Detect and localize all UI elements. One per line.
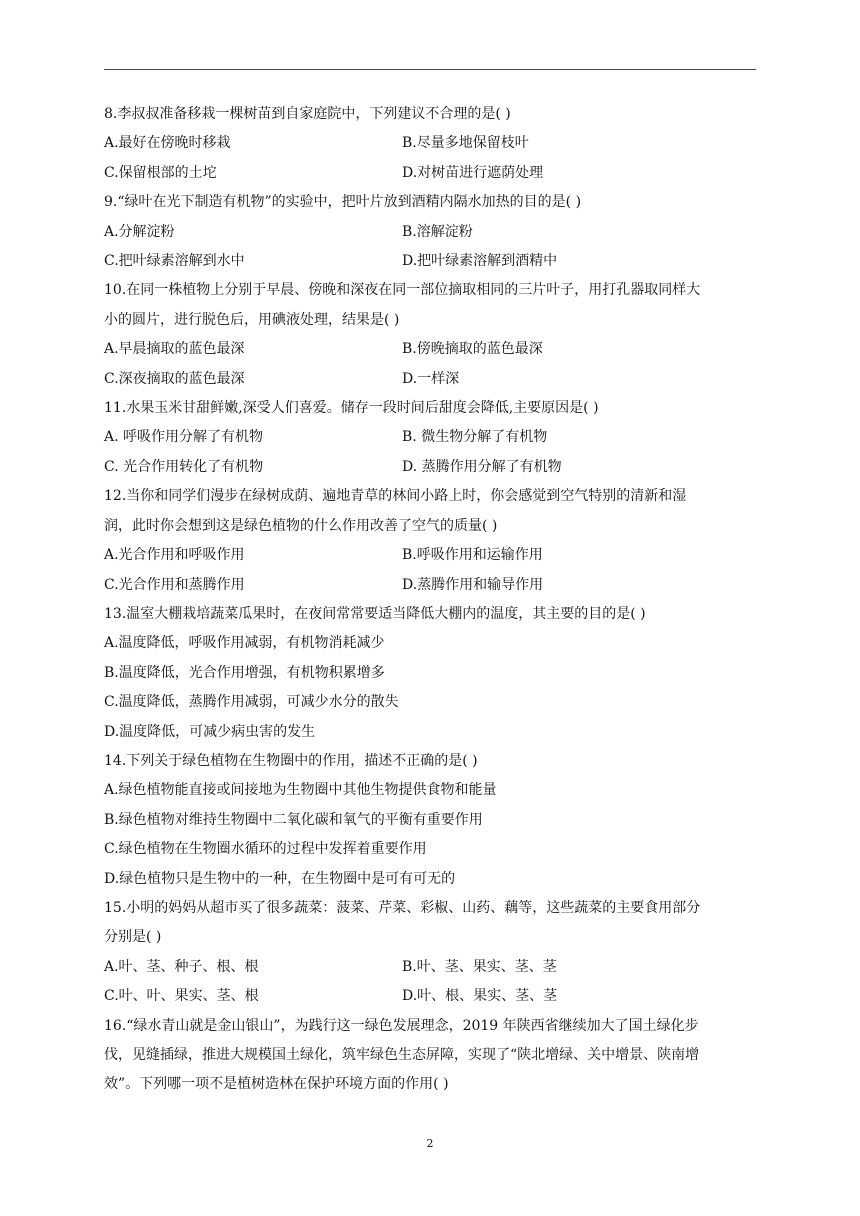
question-10-option-b: B.傍晚摘取的蓝色最深 bbox=[402, 341, 543, 358]
question-8-option-b: B.尽量多地保留枝叶 bbox=[402, 135, 529, 152]
question-8-option-d: D.对树苗进行遮荫处理 bbox=[402, 164, 544, 181]
question-11-options-row-2 bbox=[104, 453, 756, 482]
question-15-options-row-1 bbox=[104, 953, 756, 982]
question-12-options-row-2 bbox=[104, 571, 756, 600]
question-10-stem-line-2: 小的圆片，进行脱色后，用碘液处理，结果是( ) bbox=[104, 311, 400, 328]
question-15-option-a: A.叶、茎、种子、根、根 bbox=[104, 958, 259, 975]
question-8-option-c: C.保留根部的土坨 bbox=[104, 164, 217, 181]
question-8-option-a: A.最好在傍晚时移栽 bbox=[104, 135, 231, 152]
question-11-option-d: D. 蒸腾作用分解了有机物 bbox=[402, 458, 562, 475]
question-10-option-c: C.深夜摘取的蓝色最深 bbox=[104, 370, 245, 387]
question-11-stem: 11.水果玉米甘甜鲜嫩,深受人们喜爱。储存一段时间后甜度会降低,主要原因是( ) bbox=[104, 400, 599, 417]
question-9-options-row-1 bbox=[104, 218, 756, 247]
page-number: 2 bbox=[426, 1137, 434, 1150]
question-10-options-row-2 bbox=[104, 365, 756, 394]
question-14-option-c: C.绿色植物在生物圈水循环的过程中发挥着重要作用 bbox=[104, 841, 427, 858]
question-12-stem-line-2: 润，此时你会想到这是绿色植物的什么作用改善了空气的质量( ) bbox=[104, 517, 498, 534]
question-9-option-d: D.把叶绿素溶解到酒精中 bbox=[402, 253, 558, 270]
question-14-option-d: D.绿色植物只是生物中的一种，在生物圈中是可有可无的 bbox=[104, 870, 456, 887]
question-9-stem: 9.“绿叶在光下制造有机物”的实验中，把叶片放到酒精内隔水加热的目的是( ) bbox=[104, 194, 582, 211]
question-12-option-d: D.蒸腾作用和输导作用 bbox=[402, 576, 544, 593]
question-15-options-row-2 bbox=[104, 982, 756, 1011]
question-16-stem-line-1: 16.“绿水青山就是金山银山”，为践行这一绿色发展理念，2019 年陕西省继续加大了国土绿化步 bbox=[104, 1017, 699, 1034]
question-15-stem-line-1: 15.小明的妈妈从超市买了很多蔬菜：菠菜、芹菜、彩椒、山药、藕等，这些蔬菜的主要食用部分 bbox=[104, 899, 701, 916]
question-14-option-a: A.绿色植物能直接或间接地为生物圈中其他生物提供食物和能量 bbox=[104, 782, 497, 799]
question-9-options-row-2 bbox=[104, 247, 756, 276]
question-11-option-c: C. 光合作用转化了有机物 bbox=[104, 458, 264, 475]
question-8-options-row-1 bbox=[104, 129, 756, 158]
question-14-stem: 14.下列关于绿色植物在生物圈中的作用，描述不正确的是( ) bbox=[104, 752, 478, 769]
question-15-option-b: B.叶、茎、果实、茎、茎 bbox=[402, 958, 557, 975]
question-10-option-d: D.一样深 bbox=[402, 370, 460, 387]
question-10-option-a: A.早晨摘取的蓝色最深 bbox=[104, 341, 245, 358]
question-13-stem: 13.温室大棚栽培蔬菜瓜果时，在夜间常常要适当降低大棚内的温度，其主要的目的是( ) bbox=[104, 605, 646, 622]
question-8-options-row-2 bbox=[104, 159, 756, 188]
question-13-option-d: D.温度降低，可减少病虫害的发生 bbox=[104, 723, 316, 740]
question-9-option-b: B.溶解淀粉 bbox=[402, 223, 473, 240]
question-10-stem-line-1: 10.在同一株植物上分别于早晨、傍晚和深夜在同一部位摘取相同的三片叶子，用打孔器取同样大 bbox=[104, 282, 701, 299]
question-12-stem-line-1: 12.当你和同学们漫步在绿树成荫、遍地青草的林间小路上时，你会感觉到空气特别的清新和湿 bbox=[104, 488, 687, 505]
question-11-options-row-1 bbox=[104, 423, 756, 452]
question-9-option-a: A.分解淀粉 bbox=[104, 223, 175, 240]
question-15-option-c: C.叶、叶、果实、茎、根 bbox=[104, 988, 259, 1005]
question-list bbox=[104, 100, 756, 1100]
question-9-option-c: C.把叶绿素溶解到水中 bbox=[104, 253, 245, 270]
question-11-option-b: B. 微生物分解了有机物 bbox=[402, 429, 548, 446]
question-15-stem-line-2: 分别是( ) bbox=[104, 929, 162, 946]
question-12-options-row-1 bbox=[104, 541, 756, 570]
question-13-option-a: A.温度降低，呼吸作用减弱，有机物消耗减少 bbox=[104, 635, 385, 652]
question-13-option-b: B.温度降低，光合作用增强，有机物积累增多 bbox=[104, 664, 385, 681]
header-rule bbox=[104, 69, 756, 70]
question-16-stem-line-2: 伐，见缝插绿，推进大规模国土绿化，筑牢绿色生态屏障，实现了“陕北增绿、关中增景、陕南增 bbox=[104, 1047, 700, 1063]
question-14-option-b: B.绿色植物对维持生物圈中二氧化碳和氧气的平衡有重要作用 bbox=[104, 811, 483, 828]
question-16-stem-line-3: 效”。下列哪一项不是植树造林在保护环境方面的作用( ) bbox=[104, 1076, 449, 1093]
question-11-option-a: A. 呼吸作用分解了有机物 bbox=[104, 429, 264, 446]
question-13-option-c: C.温度降低，蒸腾作用减弱，可减少水分的散失 bbox=[104, 694, 399, 711]
question-12-option-c: C.光合作用和蒸腾作用 bbox=[104, 576, 245, 593]
question-12-option-b: B.呼吸作用和运输作用 bbox=[402, 547, 543, 564]
question-8-stem: 8.李叔叔准备移栽一棵树苗到自家庭院中，下列建议不合理的是( ) bbox=[104, 106, 511, 122]
question-15-option-d: D.叶、根、果实、茎、茎 bbox=[402, 988, 558, 1005]
question-10-options-row-1 bbox=[104, 335, 756, 364]
question-12-option-a: A.光合作用和呼吸作用 bbox=[104, 547, 245, 564]
